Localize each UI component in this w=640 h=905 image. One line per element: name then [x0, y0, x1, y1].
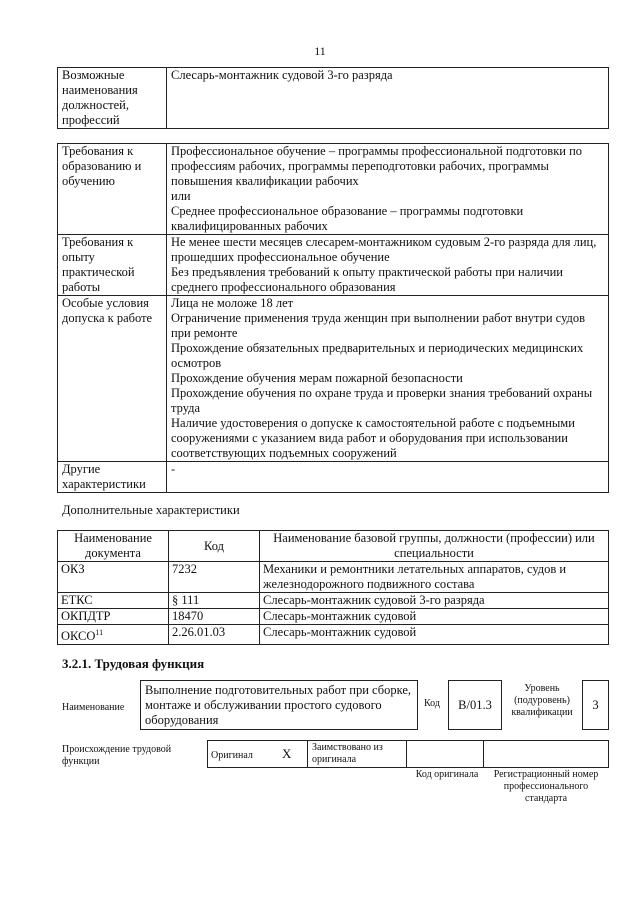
additional-row [58, 609, 609, 625]
header-name: Наименование базовой группы, должности (профессии) или специальности [260, 531, 609, 562]
additional-cell-text: 2.26.01.03 [172, 625, 226, 639]
requirement-line: - [171, 462, 176, 476]
name-label: Наименование [62, 702, 125, 713]
code-original-caption: Код оригинала [415, 769, 479, 780]
code-original-cell [406, 740, 484, 768]
additional-cell-text: Слесарь-монтажник судовой [263, 625, 417, 639]
additional-cell-text: 18470 [172, 609, 204, 623]
requirement-line: Наличие удостоверения о допуске к самостоятельной работе с подъемными сооружениями с указанием вида работ и оборудования при использовании соответствующих подъемных сооружений [171, 416, 575, 460]
requirement-row [58, 144, 609, 235]
requirement-line: Прохождение обучения мерам пожарной безопасности [171, 371, 463, 385]
requirement-value [167, 462, 609, 493]
additional-cell [58, 625, 169, 645]
additional-cell-text: Механики и ремонтники летательных аппаратов, судов и железнодорожного подвижного состава [263, 562, 567, 591]
additional-header-row [58, 531, 609, 562]
origin-label: Происхождение трудовой функции [62, 744, 172, 767]
additional-table [57, 530, 609, 645]
additional-cell-text: ОКПДТР [61, 609, 111, 623]
requirement-row [58, 235, 609, 296]
additional-cell [260, 609, 609, 625]
additional-cell-text: § 111 [172, 593, 200, 607]
additional-cell [169, 562, 260, 593]
additional-body [58, 562, 609, 645]
additional-cell-text: ЕТКС [61, 593, 93, 607]
requirement-value [167, 144, 609, 235]
requirement-label: Другие характеристики [58, 462, 167, 493]
additional-row [58, 593, 609, 609]
level-value: 3 [582, 680, 609, 730]
requirements-body [58, 144, 609, 493]
borrowed-cell: Заимствовано из оригинала [307, 740, 407, 768]
requirement-line: Лица не моложе 18 лет [171, 296, 294, 310]
code-label: Код [424, 698, 440, 709]
okso-footnote: 11 [95, 628, 104, 637]
requirement-row [58, 296, 609, 462]
header-code: Код [169, 531, 260, 562]
additional-row [58, 625, 609, 645]
additional-cell [260, 562, 609, 593]
requirement-value [167, 235, 609, 296]
additional-cell [58, 609, 169, 625]
additional-cell-text: Слесарь-монтажник судовой 3-го разряда [263, 593, 485, 607]
additional-cell [260, 593, 609, 609]
requirement-line: Без предъявления требований к опыту практической работы при наличии среднего профессионального образования [171, 265, 563, 294]
additional-row [58, 562, 609, 593]
function-name: Выполнение подготовительных работ при сборке, монтаже и обслуживании простого судового оборудования [140, 680, 418, 730]
possible-names-value: Слесарь-монтажник судовой 3-го разряда [167, 68, 609, 129]
requirement-label: Особые условия допуска к работе [58, 296, 167, 462]
requirement-line: Не менее шести месяцев слесарем-монтажником судовым 2-го разряда для лиц, прошедших профессиональное обучение [171, 235, 597, 264]
requirement-line: Прохождение обучения по охране труда и проверки знания требований охраны труда [171, 386, 593, 415]
additional-cell [169, 609, 260, 625]
additional-cell [260, 625, 609, 645]
additional-cell [58, 562, 169, 593]
requirement-label: Требования к опыту практической работы [58, 235, 167, 296]
requirement-value [167, 296, 609, 462]
requirement-line: Прохождение обязательных предварительных и периодических медицинских осмотров [171, 341, 584, 370]
additional-cell-text: 7232 [172, 562, 197, 576]
header-doc: Наименование документа [58, 531, 169, 562]
requirement-line: Ограничение применения труда женщин при выполнении работ внутри судов при ремонте [171, 311, 586, 340]
possible-names-table [57, 67, 609, 129]
possible-names-label: Возможные наименования должностей, профессий [58, 68, 167, 129]
requirement-line: или [171, 189, 191, 203]
additional-cell [169, 593, 260, 609]
section-title: 3.2.1. Трудовая функция [62, 656, 205, 671]
requirement-line: Среднее профессиональное образование – программы подготовки квалифицированных рабочих [171, 204, 524, 233]
requirement-line: Профессиональное обучение – программы профессиональной подготовки по профессиям рабочих, программы переподготовки рабочих, программы повышения квалификации рабочих [171, 144, 583, 188]
additional-cell [58, 593, 169, 609]
requirements-table [57, 143, 609, 493]
additional-title: Дополнительные характеристики [62, 503, 240, 517]
additional-cell-text: Слесарь-монтажник судовой [263, 609, 417, 623]
original-label: Оригинал [211, 750, 253, 761]
additional-cell-text: ОКЗ [61, 562, 85, 576]
code-value: B/01.3 [448, 680, 502, 730]
level-label: Уровень (подуровень) квалификации [511, 683, 573, 718]
reg-number-caption: Регистрационный номер профессионального стандарта [493, 769, 599, 804]
original-mark: X [282, 746, 292, 761]
additional-cell [169, 625, 260, 645]
requirement-row [58, 462, 609, 493]
page-number: 11 [314, 44, 326, 58]
additional-cell-text: ОКСО [61, 629, 96, 644]
requirement-label: Требования к образованию и обучению [58, 144, 167, 235]
